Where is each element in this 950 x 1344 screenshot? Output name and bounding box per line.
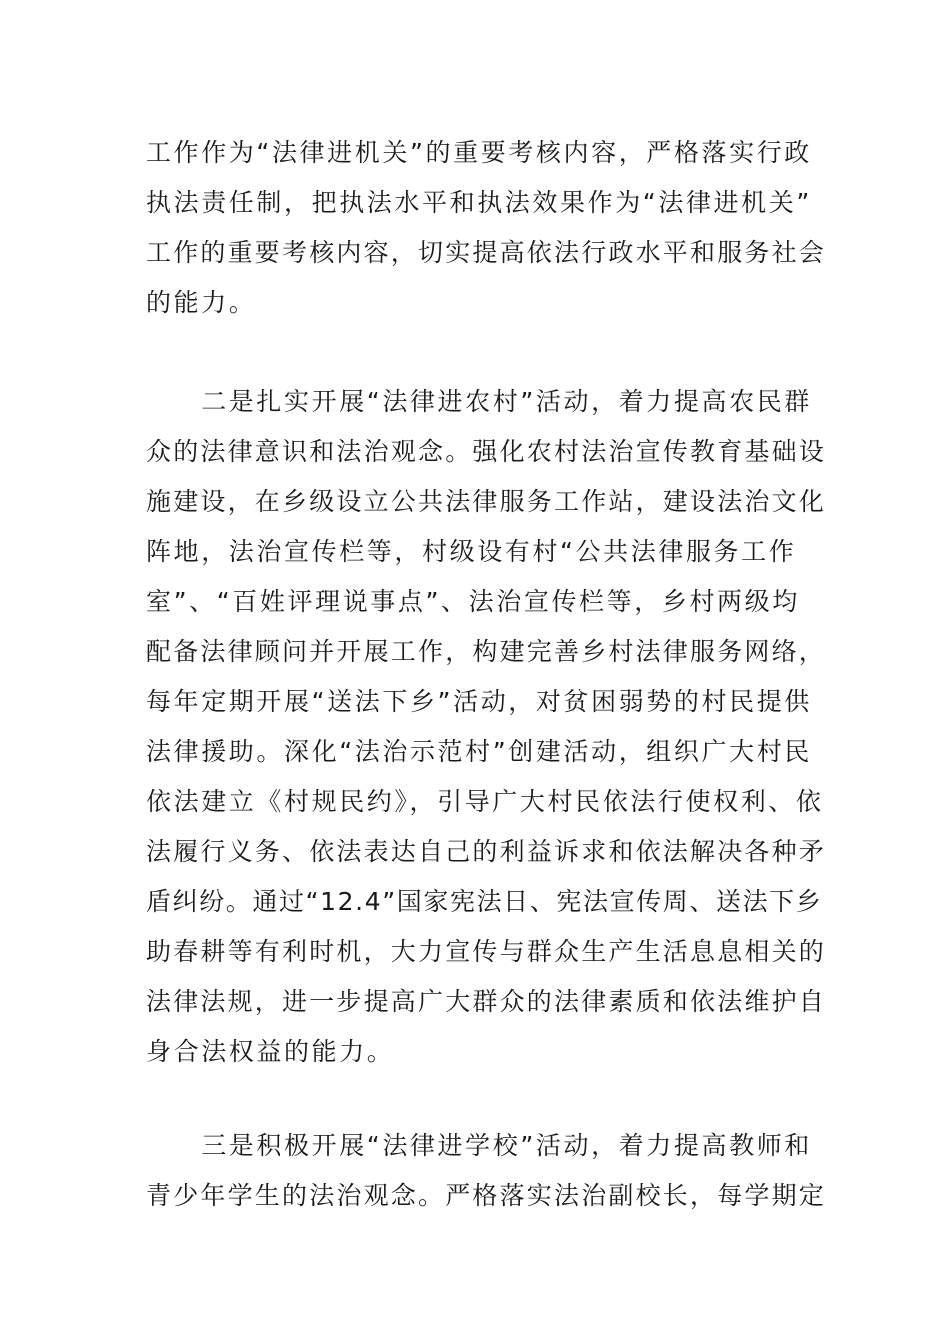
text-line: 法律法规，进一步提高广大群众的法律素质和依法维护自 bbox=[146, 987, 827, 1016]
text-line: 阵地，法治宣传栏等，村级设有村“公共法律服务工作 bbox=[146, 537, 797, 566]
text-line: 室”、“百姓评理说事点”、法治宣传栏等，乡村两级均 bbox=[146, 587, 800, 616]
text-line: 法履行义务、依法表达自己的利益诉求和依法解决各种矛 bbox=[146, 837, 827, 866]
text-line: 青少年学生的法治观念。严格落实法治副校长，每学期定 bbox=[146, 1181, 827, 1210]
text-line: 每年定期开展“送法下乡”活动，对贫困弱势的村民提供 bbox=[146, 687, 812, 716]
paragraph-law-into-schools bbox=[146, 1121, 826, 1221]
text-line: 执法责任制，把执法水平和执法效果作为“法律进机关” bbox=[146, 188, 812, 217]
text-line: 助春耕等有利时机，大力宣传与群众生产生活息息相关的 bbox=[146, 937, 827, 966]
text-line: 盾纠纷。通过“12.4”国家宪法日、宪法宣传周、送法下乡 bbox=[146, 887, 823, 916]
text-line: 施建设，在乡级设立公共法律服务工作站，建设法治文化 bbox=[146, 487, 827, 516]
text-line: 依法建立《村规民约》，引导广大村民依法行使权利、依 bbox=[146, 787, 824, 816]
text-line: 法律援助。深化“法治示范村”创建活动，组织广大村民 bbox=[146, 737, 812, 766]
text-line: 众的法律意识和法治观念。强化农村法治宣传教育基础设 bbox=[146, 437, 827, 466]
text-line: 三是积极开展“法律进学校”活动，着力提高教师和 bbox=[146, 1131, 812, 1160]
text-line: 配备法律顾问并开展工作，构建完善乡村法律服务网络， bbox=[146, 637, 827, 666]
text-line: 工作作为“法律进机关”的重要考核内容，严格落实行政 bbox=[146, 138, 812, 167]
text-line: 的能力。 bbox=[146, 288, 257, 317]
paragraph-law-into-villages bbox=[146, 377, 826, 1077]
paragraph-law-into-agencies bbox=[146, 128, 826, 328]
text-line: 身合法权益的能力。 bbox=[146, 1037, 395, 1066]
text-line: 工作的重要考核内容，切实提高依法行政水平和服务社会 bbox=[146, 238, 827, 267]
text-line: 二是扎实开展“法律进农村”活动，着力提高农民群 bbox=[146, 387, 812, 416]
